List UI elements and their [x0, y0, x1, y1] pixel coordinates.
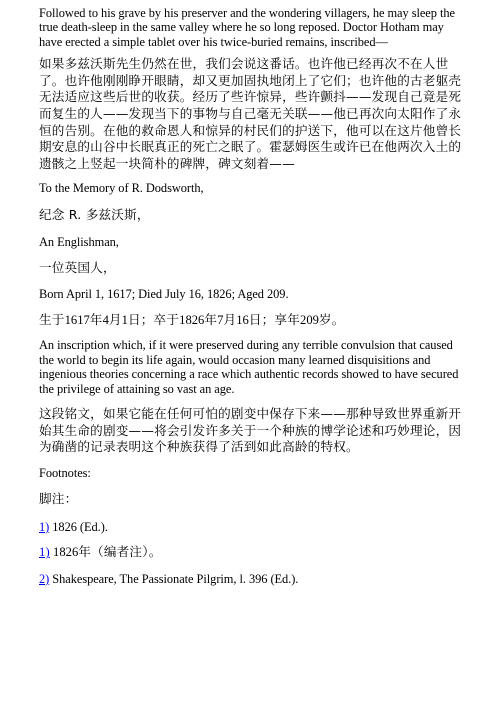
footnotes-heading-chinese: 脚注： [39, 491, 78, 507]
text-segment: 年 [89, 311, 103, 327]
inscription-line-3-english: Born April 1, 1617; Died July 16, 1826; Aged 209. [39, 287, 289, 302]
number-segment: 1 [121, 312, 128, 327]
footnote-2-text: Shakespeare, The Passionate Pilgrim, l. 396 (Ed.). [49, 571, 299, 586]
paragraph-chinese-2: 这段铭文，如果它能在任何可怕的剧变中保存下来——那种导致世界重新开始其生命的剧变——将会引发许多关于一个种族的博学论述和巧妙理论，因为确凿的记录表明这个种族获得了活到如此高龄的特权。 [39, 406, 462, 455]
footnote-1-english [39, 520, 469, 534]
inscription-line-1-english: To the Memory of R. Dodsworth, [39, 181, 204, 196]
number-segment: 1826 [179, 312, 205, 327]
number-segment: 7 [217, 312, 224, 327]
text-segment: 年 [204, 311, 218, 327]
text-segment: 月 [223, 311, 237, 327]
number-segment: 1617 [64, 312, 90, 327]
text-segment: 生于 [39, 311, 65, 327]
text-segment: 日；享年 [248, 311, 301, 327]
text-segment: 日；卒于 [127, 311, 180, 327]
footnote-2-english [39, 572, 469, 586]
paragraph-english-1: Followed to his grave by his preserver and the wondering villagers, he may sleep the true death-sleep in the same valley where he so long reposed. Doctor Hotham may have erected a simple tablet over his twice-buried remains, inscribed— [39, 6, 455, 49]
footnote-1-chinese-link[interactable]: 1) [39, 545, 50, 560]
paragraph-chinese-1: 如果多兹沃斯先生仍然在世，我们会说这番话。也许他已经再次不在人世了。也许他刚刚睁开眼睛，却又更加固执地闭上了它们；也许他的古老躯壳无法适应这些后世的收获。经历了些许惊异，些许颤抖——发现自己竟是死而复生的人——发现当下的事物与自己毫无关联——他已再次向太阳作了永恒的告别。在他的救命恩人和惊异的村民们的护送下，他可以在这片他曾长期安息的山谷中长眠真正的死亡之眠了。霍瑟姆医生或许已在他两次入土的遗骸之上竖起一块简朴的碑牌，碑文刻着—— [39, 56, 462, 171]
footnote-1-chinese-year: 1826 [49, 545, 79, 560]
footnote-1-link[interactable]: 1) [39, 519, 50, 534]
inscription-line-2-english: An Englishman, [39, 235, 119, 250]
footnote-1-text: 1826 (Ed.). [49, 519, 108, 534]
number-segment: 16 [236, 312, 249, 327]
footnote-1-chinese [39, 544, 469, 561]
inscription-line-2-chinese: 一位英国人， [39, 259, 116, 275]
footnote-1-chinese-text: 年（编者注）。 [78, 544, 162, 560]
document-page [39, 6, 469, 586]
inscription-line-1-chinese: 纪念 R. 多兹沃斯， [39, 206, 150, 222]
number-segment: 4 [102, 312, 109, 327]
paragraph-english-2: An inscription which, if it were preserved during any terrible convulsion that caused the world to begin its life again, would occasion many learned disquisitions and ingenious theories concerning a race which authentic records showed to have secured the privilege of attaining so vast an age. [39, 338, 459, 396]
number-segment: 209 [300, 312, 319, 327]
inscription-line-3-chinese [39, 312, 469, 329]
text-segment: 月 [108, 311, 122, 327]
footnote-2-link[interactable]: 2) [39, 571, 50, 586]
footnotes-heading-english: Footnotes: [39, 465, 91, 480]
text-segment: 岁。 [318, 311, 345, 327]
